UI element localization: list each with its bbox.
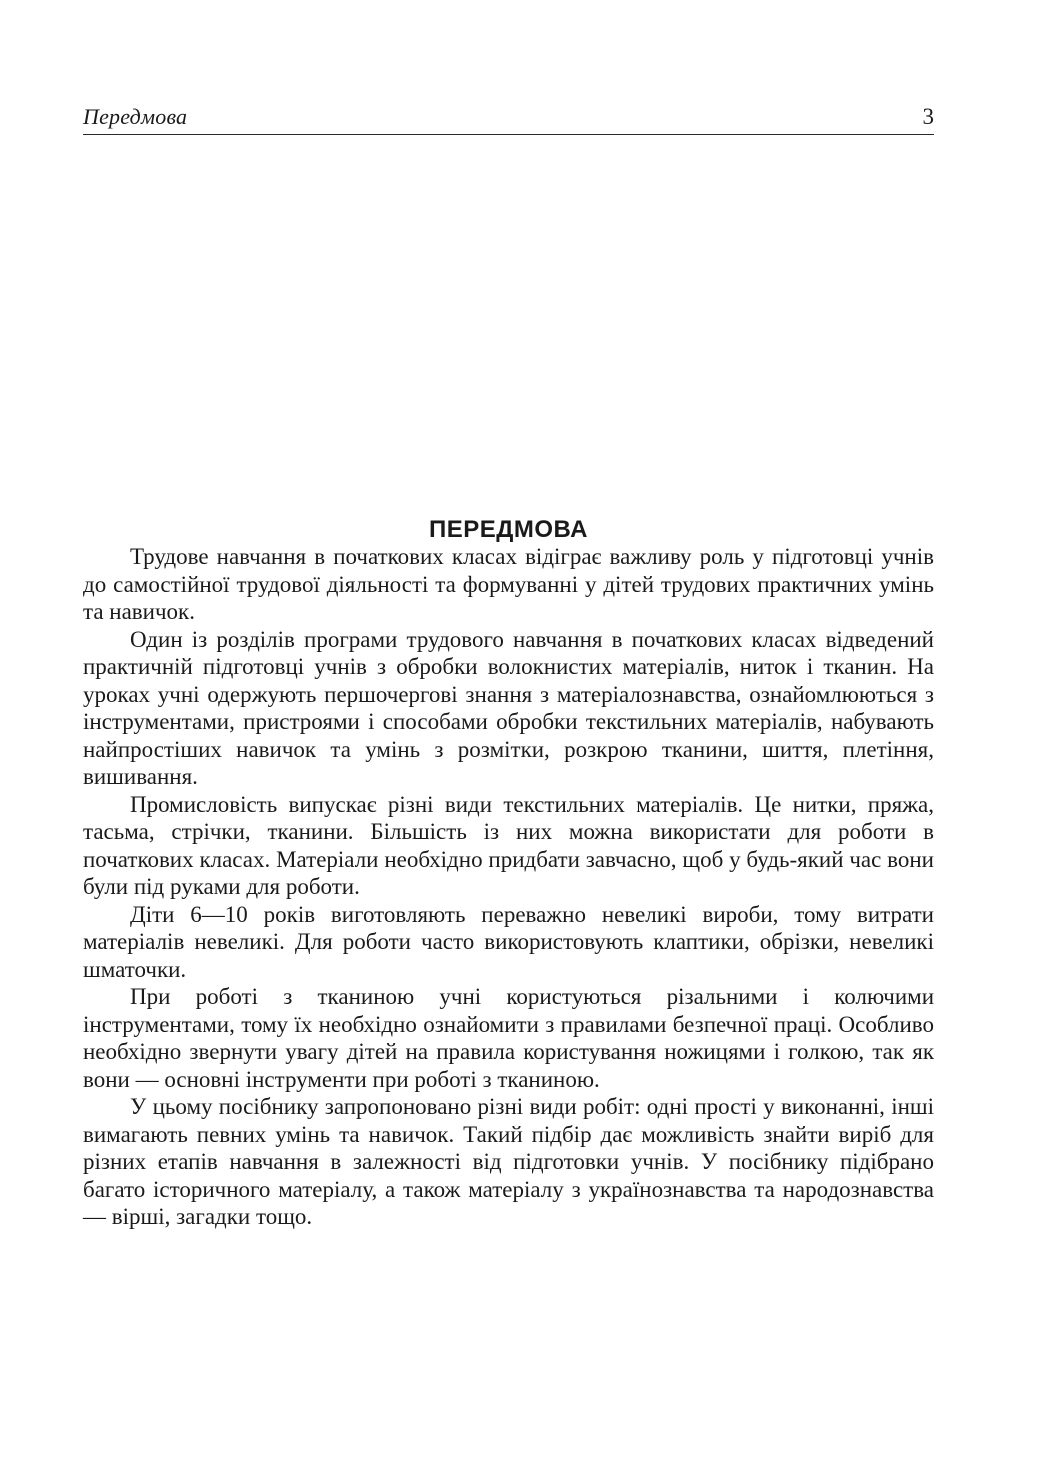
body-text [83, 543, 934, 1231]
paragraph: Діти 6—10 років виготовляють переважно невеликі вироби, тому витрати матеріалів невеликі. Для роботи часто використовують клаптики, обрізки, невеликі шматочки. [83, 901, 934, 982]
paragraph: При роботі з тканиною учні користуються різальними і колючими інструментами, тому їх необхідно ознайомити з правилами безпечної праці. Особливо необхідно звернути увагу дітей на правила користування ножицями і голкою, так як вони — основні інструменти при роботі з тканиною. [83, 984, 934, 1092]
paragraph: Промисловість випускає різні види текстильних матеріалів. Це нитки, пряжа, тасьма, стрічки, тканини. Більшість із них можна використати для роботи в початкових класах. Матеріали необхідно придбати завчасно, щоб у будь-який час вони були під руками для роботи. [83, 791, 934, 899]
paragraph: Один із розділів програми трудового навчання в початкових класах відведений практичній підготовці учнів з обробки волокнистих матеріалів, ниток і тканин. На уроках учні одержують першочергові знання з матеріалознавства, ознайомлюються з інструментами, пристроями і способами обробки текстильних матеріалів, набувають найпростіших навичок та умінь з розмітки, розкрою тканини, шиття, плетіння, вишивання. [83, 626, 934, 789]
page-number: 3 [922, 104, 934, 129]
paragraph: Трудове навчання в початкових класах відіграє важливу роль у підготовці учнів до самостійної трудової діяльності та формуванні у дітей трудових практичних умінь та навичок. [83, 544, 934, 624]
section-title: ПЕРЕДМОВА [429, 516, 588, 544]
running-header [83, 102, 934, 135]
running-title: Передмова [83, 104, 188, 129]
paragraph: У цьому посібнику запропоновано різні види робіт: одні прості у виконанні, інші вимагають певних умінь та навичок. Такий підбір дає можливість знайти виріб для різних етапів навчання в залежності від підготовки учнів. У посібнику підібрано багато історичного матеріалу, а також матеріалу з українознавства та народознавства — вірші, загадки тощо. [83, 1094, 934, 1229]
